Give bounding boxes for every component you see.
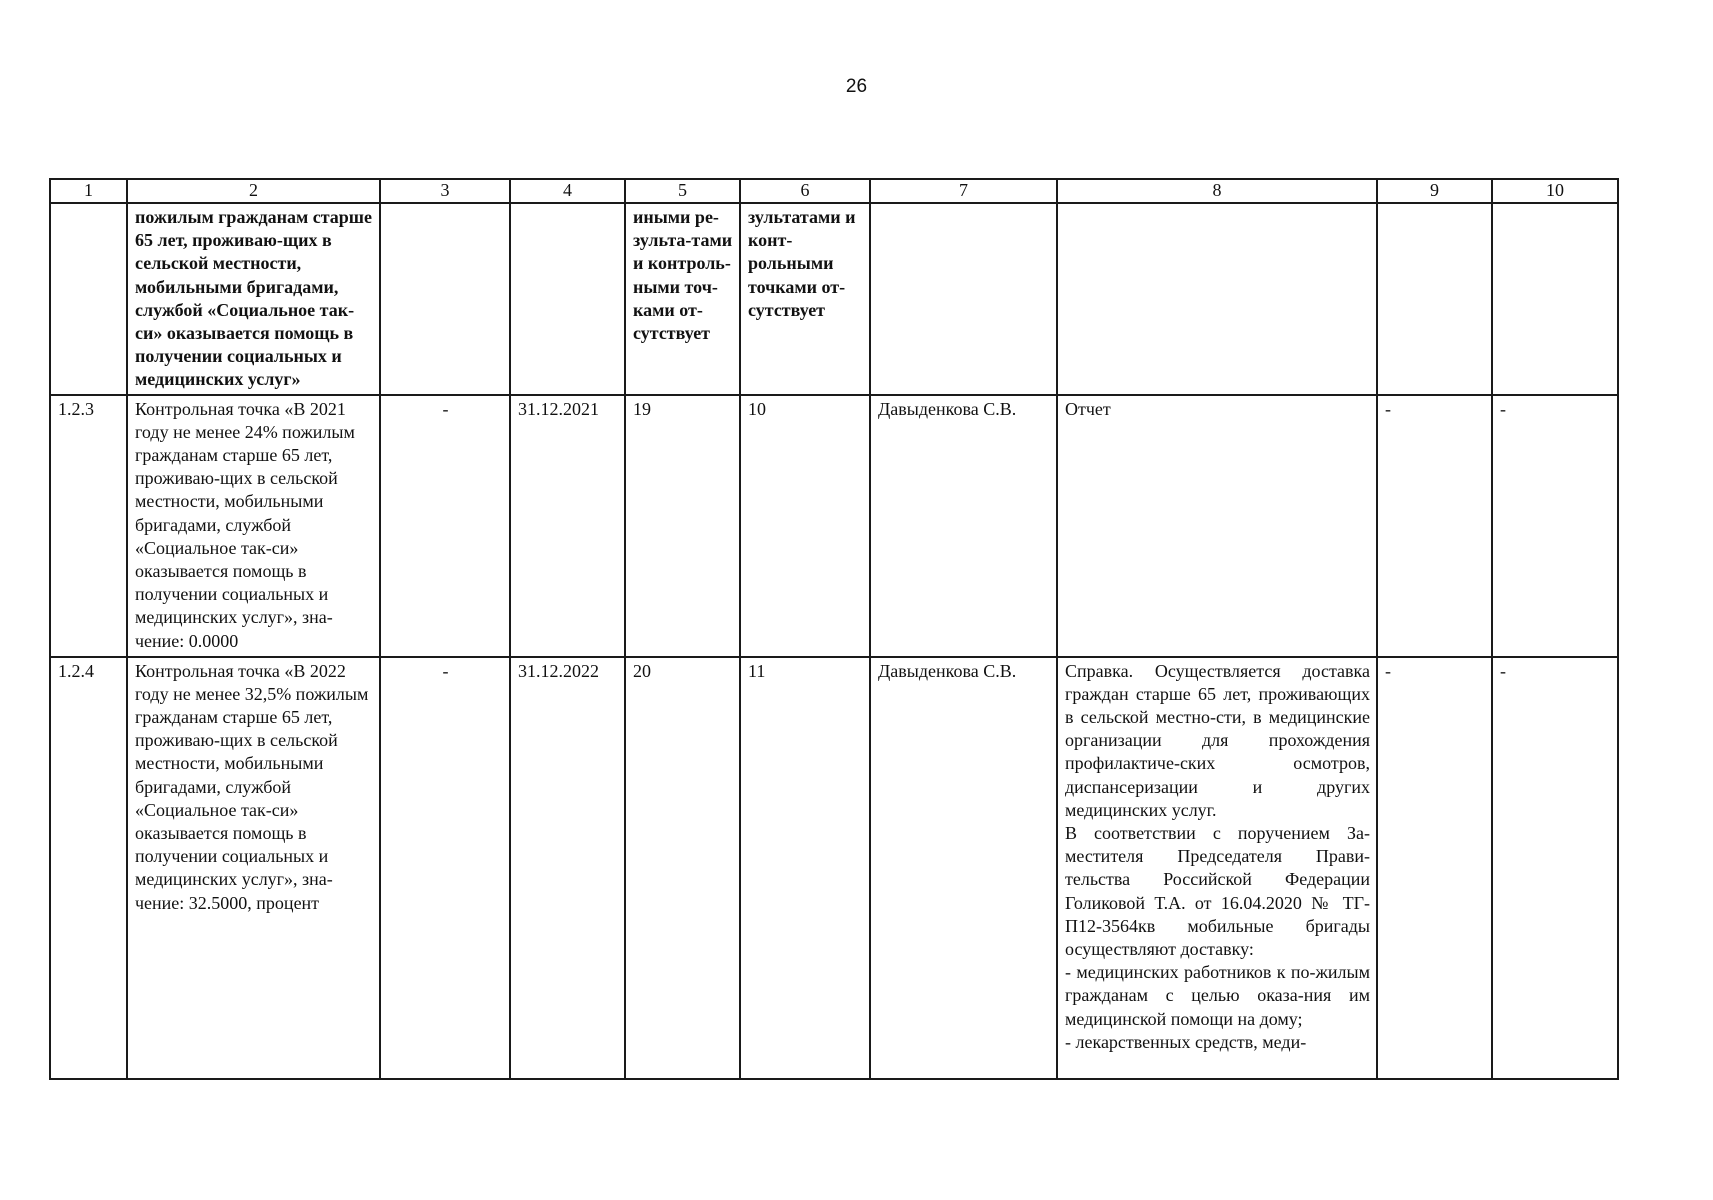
cell-responsible: Давыденкова С.В. [870,657,1057,1079]
cell-event-name: Контрольная точка «В 2021 году не менее 24% пожилым гражданам старше 65 лет, проживаю-щих в сельской местности, мобильными бригадами, службой «Социальное так-си» оказывается помощь в получении социальных и медицинских услуг», зна-чение: 0.0000 [127,395,380,657]
cell-deadline [510,203,625,395]
result-paragraph: - лекарственных средств, меди- [1065,1031,1307,1052]
cell-col3: - [380,395,510,657]
column-header-7: 7 [870,179,1057,203]
column-header-9: 9 [1377,179,1492,203]
cell-responsible: Давыденкова С.В. [870,395,1057,657]
cell-number: 1.2.4 [50,657,127,1079]
column-header-8: 8 [1057,179,1377,203]
cell-event-name: Контрольная точка «В 2022 году не менее 32,5% пожилым гражданам старше 65 лет, проживаю-щих в сельской местности, мобильными бригадами, службой «Социальное так-си» оказывается помощь в получении социальных и медицинских услуг», зна-чение: 32.5000, процент [127,657,380,1079]
column-header-5: 5 [625,179,740,203]
column-header-6: 6 [740,179,870,203]
table-row-continuation [50,203,1618,395]
column-header-3: 3 [380,179,510,203]
cell-col9 [1377,203,1492,395]
cell-col6: зультатами и конт-рольными точками от-сутствует [740,203,870,395]
cell-col5: иными ре-зульта-тами и контроль-ными точ-ками от-сутствует [625,203,740,395]
cell-col10 [1492,203,1618,395]
result-paragraph: - медицинских работников к по-жилым гражданам с целью оказа-ния им медицинской помощи на дому; [1065,962,1370,1029]
cell-col6: 10 [740,395,870,657]
cell-col9: - [1377,657,1492,1079]
cell-deadline: 31.12.2021 [510,395,625,657]
result-paragraph: В соответствии с поручением За-местителя Председателя Прави-тельства Российской Федерации Голиковой Т.А. от 16.04.2020 № ТГ-П12-3564кв мобильные бригады осуществляют доставку: [1065,823,1370,960]
table-row-1-2-3 [50,395,1618,657]
page-number: 26 [845,76,868,97]
cell-col10: - [1492,395,1618,657]
cell-event-name: пожилым гражданам старше 65 лет, проживаю-щих в сельской местности, мобильными бригадами, службой «Социальное так-си» оказывается помощь в получении социальных и медицинских услуг» [127,203,380,395]
cell-deadline: 31.12.2022 [510,657,625,1079]
cell-result: Отчет [1057,395,1377,657]
cell-number [50,203,127,395]
cell-col3 [380,203,510,395]
column-header-10: 10 [1492,179,1618,203]
column-header-2: 2 [127,179,380,203]
cell-col5: 19 [625,395,740,657]
cell-col6: 11 [740,657,870,1079]
column-header-1: 1 [50,179,127,203]
plan-table [49,178,1619,1080]
cell-col10: - [1492,657,1618,1079]
cell-result [1057,203,1377,395]
table-row-1-2-4 [50,657,1618,1079]
cell-col3: - [380,657,510,1079]
cell-number: 1.2.3 [50,395,127,657]
cell-col9: - [1377,395,1492,657]
column-header-4: 4 [510,179,625,203]
cell-result [1057,657,1377,1079]
column-number-row [50,179,1618,203]
cell-col5: 20 [625,657,740,1079]
cell-responsible [870,203,1057,395]
result-paragraph: Справка. Осуществляется доставка граждан старше 65 лет, проживающих в сельской местно-сти, в медицинские организации для прохождения профилактиче-ских осмотров, диспансеризации и других медицинских услуг. [1065,660,1370,820]
